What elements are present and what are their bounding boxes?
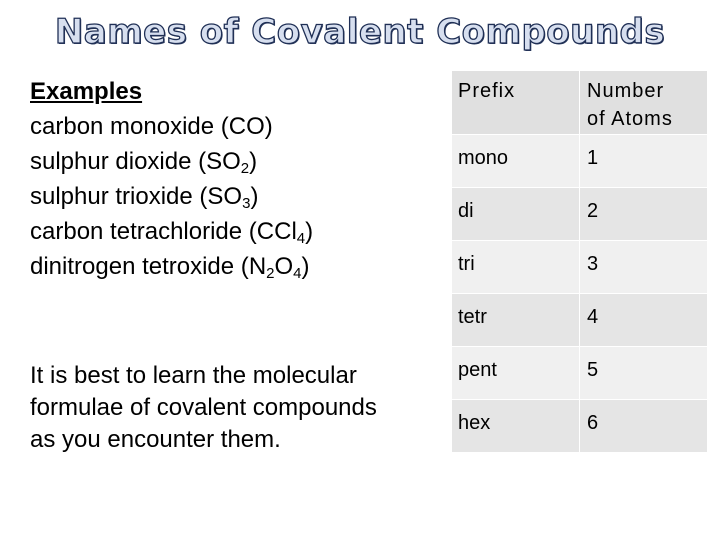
table-row xyxy=(452,347,708,400)
example-item: sulphur dioxide $(SO_2)$ xyxy=(30,148,258,177)
prefix-cell: pent xyxy=(452,347,580,400)
formula-part: SO xyxy=(206,148,241,175)
compound-name: carbon monoxide xyxy=(30,113,215,140)
prefix-header: Prefix xyxy=(452,71,580,135)
table-row xyxy=(452,188,708,241)
slide-title: Names of Covalent Compounds xyxy=(54,12,666,52)
formula-subscript: 4 xyxy=(296,230,306,247)
prefix-table xyxy=(452,71,708,453)
table-row xyxy=(452,241,708,294)
table-row xyxy=(452,400,708,453)
compound-name: sulphur dioxide xyxy=(30,148,192,175)
table-row xyxy=(452,135,708,188)
atom-count-cell: 5 xyxy=(580,347,708,400)
atom-count-header xyxy=(580,71,708,135)
example-item: sulphur trioxide $(SO_3)$ xyxy=(30,183,259,212)
table-row xyxy=(452,294,708,347)
prefix-cell: mono xyxy=(452,135,580,188)
atom-count-cell: 4 xyxy=(580,294,708,347)
prefix-cell: tri xyxy=(452,241,580,294)
formula-part: SO xyxy=(207,183,243,210)
atom-count-cell: 6 xyxy=(580,400,708,453)
formula-subscript: 2 xyxy=(266,265,275,282)
example-item: carbon tetrachloride (CCl$_4$) xyxy=(30,218,314,247)
example-item: carbon monoxide (CO) xyxy=(30,113,273,140)
example-item: dinitrogen tetroxide $(N_2O_4)$ xyxy=(30,253,310,282)
compound-name: dinitrogen tetroxide xyxy=(30,253,235,280)
study-note xyxy=(30,360,377,456)
examples-heading: Examples xyxy=(30,78,143,105)
compound-name: sulphur trioxide xyxy=(30,183,193,210)
formula-part: CO xyxy=(228,113,265,140)
note-line: as you encounter them. xyxy=(30,426,281,453)
table-header-row xyxy=(452,71,708,135)
note-line: formulae of covalent compounds xyxy=(30,394,377,421)
prefix-cell: di xyxy=(452,188,580,241)
formula-subscript: 4 xyxy=(293,265,302,282)
header-line: Number xyxy=(587,80,665,102)
examples-list xyxy=(30,74,313,284)
atom-count-cell: 1 xyxy=(580,135,708,188)
atom-count-cell: 3 xyxy=(580,241,708,294)
prefix-cell: tetr xyxy=(452,294,580,347)
formula-subscript: 3 xyxy=(242,195,251,212)
formula-part: N xyxy=(248,253,267,280)
formula-part: O xyxy=(274,253,294,280)
compound-name: carbon tetrachloride xyxy=(30,218,243,245)
prefix-cell: hex xyxy=(452,400,580,453)
formula-subscript: 2 xyxy=(240,160,250,177)
formula-part: CCl xyxy=(256,218,297,245)
atom-count-cell: 2 xyxy=(580,188,708,241)
note-line: It is best to learn the molecular xyxy=(30,362,357,389)
header-line: of Atoms xyxy=(587,108,673,130)
